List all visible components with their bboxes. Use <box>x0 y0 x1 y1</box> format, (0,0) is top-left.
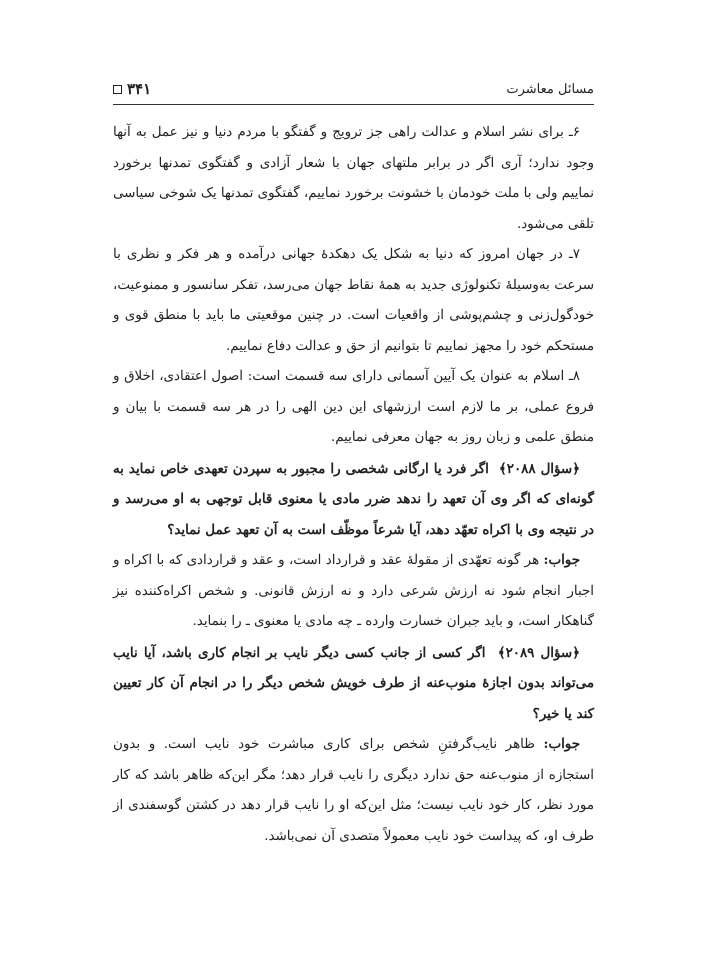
answer-text: هر گونه تعهّدی از مقولهٔ عقد و قرارداد است، و عقد و قراردادی که با اکراه و اجبار انجام شود نه ارزش شرعی دارد و نه ارزش قانونی. و شخص اکراه‌کننده نیز گناهکار است، و باید جبران خسارت وارده ـ چه مادی یا معنوی ـ را بنماید. <box>113 553 594 629</box>
paragraph-item-8: ۸ـ اسلام به عنوان یک آیین آسمانی دارای سه قسمت است: اصول اعتقادی، اخلاق و فروع عملی، بر ما لازم است ارزشهای این دین الهی را در هر سه قسمت با بیان و منطق علمی و زبان روز به جهان معرفی نماییم. <box>113 369 594 445</box>
running-title: مسائل معاشرت <box>506 82 594 97</box>
square-box-icon <box>113 85 122 94</box>
answer-text: ظاهر نایب‌گرفتنِ شخص برای کاری مباشرت خود نایب است. و بدون استجازه از منوب‌عنه حق ندارد دیگری را نایب قرار دهد؛ مگر این‌که ظاهر باشد که کار مورد نظر، کار خود نایب نیست؛ مثل این‌که او را نایب قرار دهد در کشتن گوسفندی از طرف او، که پیداست خود نایب معمولاً متصدی آن نمی‌باشد. <box>113 737 594 844</box>
question-text: اگر فرد یا ارگانی شخصی را مجبور به سپردن تعهدی خاص نماید به گونه‌ای که اگر وی آن تعهد را ندهد ضرر مادی یا معنوی قابل توجهی به او می‌رسد و در نتیجه وی با اکراه تعهّد دهد، آیا شرعاً موظّف است به آن تعهد عمل نماید؟ <box>113 460 594 538</box>
question-number: ﴿سؤال ۲۰۸۸﴾ <box>498 460 580 477</box>
question-text: اگر کسی از جانب کسی دیگر نایب بر انجام کاری باشد، آیا نایب می‌تواند بدون اجازهٔ منوب‌عنه از طرف خویش شخص دیگر را در انجام آن کار تعیین کند یا خیر؟ <box>113 644 594 722</box>
page-header <box>113 74 594 105</box>
paragraph-item-7: ۷ـ در جهان امروز که دنیا به شکل یک دهکدهٔ جهانی درآمده و هر فکر و نظری با سرعت به‌وسیلهٔ تکنولوژی جدید به همهٔ نقاط جهان می‌رسد، تفکر سانسور و ممنوعیت، خودگول‌زنی و چشم‌پوشی از واقعیات است. در چنین موقعیتی ما باید با منطق قوی و مستحکم خود را مجهز نماییم تا بتوانیم از حق و عدالت دفاع نماییم. <box>113 247 594 354</box>
paragraph-item-6: ۶ـ برای نشر اسلام و عدالت راهی جز ترویج و گفتگو با مردم دنیا و نیز عمل به آنها وجود ندارد؛ آری اگر در برابر ملتهای جهان با شعار آزادی و گفتگوی تمدنها برخورد نماییم ولی با ملت خودمان با خشونت برخورد نماییم، گفتگوی تمدنها یک شوخی سیاسی تلقی می‌شود. <box>113 125 594 232</box>
answer-label: جواب: <box>543 736 580 752</box>
answer-2088 <box>113 545 594 638</box>
question-number: ﴿سؤال ۲۰۸۹﴾ <box>497 644 580 661</box>
page-body <box>113 118 594 852</box>
question-2089 <box>113 638 594 730</box>
page-number-group <box>113 80 151 98</box>
question-2088 <box>113 454 594 546</box>
answer-2089 <box>113 729 594 852</box>
answer-label: جواب: <box>543 552 580 568</box>
page-number: ۳۴۱ <box>127 80 152 98</box>
